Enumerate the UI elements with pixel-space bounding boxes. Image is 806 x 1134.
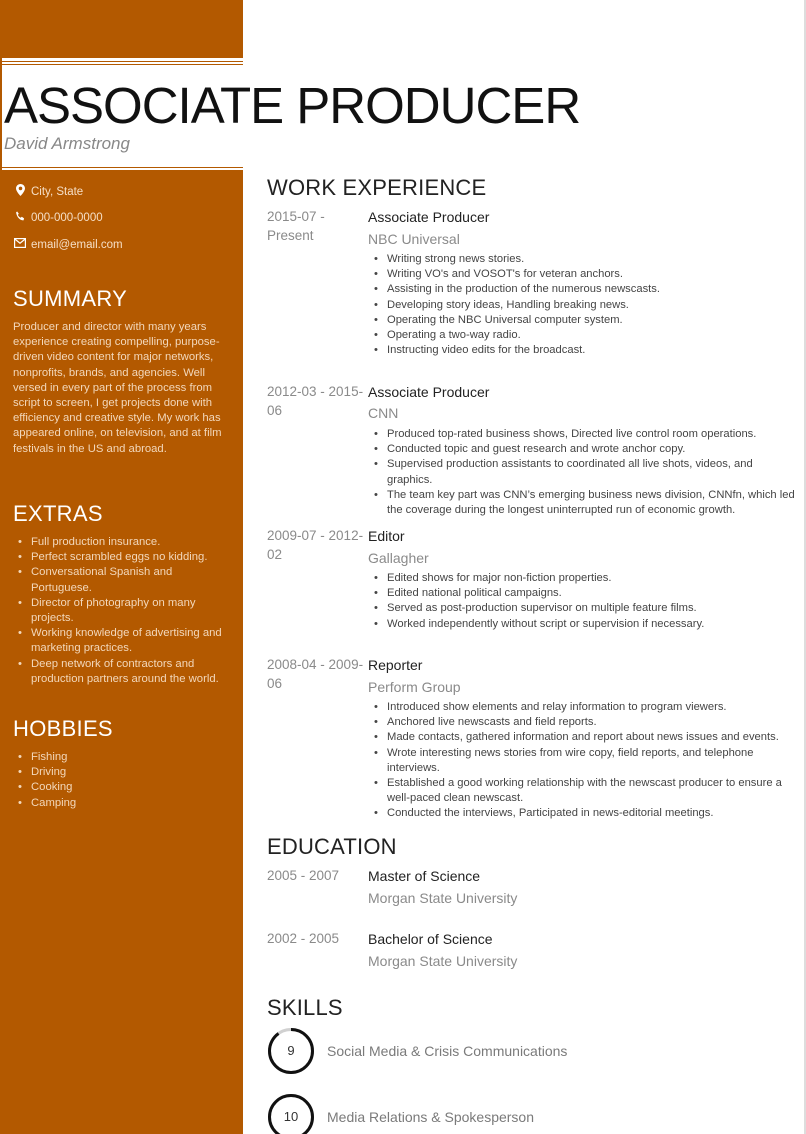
- person-name: David Armstrong: [4, 134, 130, 153]
- list-item: • Produced top-rated business shows, Directed live control room operations.: [369, 427, 801, 442]
- skills-heading: SKILLS: [267, 995, 343, 1020]
- hobbies-heading: HOBBIES: [13, 716, 113, 741]
- list-item: • Writing strong news stories.: [369, 252, 801, 267]
- education-degree: Bachelor of Science: [368, 931, 493, 947]
- list-item: • Anchored live newscasts and field reports.: [369, 715, 801, 730]
- summary-heading: SUMMARY: [13, 286, 128, 311]
- skill-item: [267, 1093, 534, 1134]
- divider: [2, 61, 243, 62]
- divider: [2, 64, 243, 65]
- list-item: • Edited national political campaigns.: [369, 586, 801, 601]
- education-dates: 2002 - 2005: [267, 931, 340, 946]
- education-school: Morgan State University: [368, 953, 518, 969]
- skill-level-number: 9: [287, 1043, 295, 1058]
- extras-heading: EXTRAS: [13, 501, 103, 526]
- list-item: • Conducted topic and guest research and wrote anchor copy.: [369, 442, 801, 457]
- phone-icon: [13, 211, 27, 225]
- work-experience-heading: WORK EXPERIENCE: [267, 175, 487, 200]
- education-dates: 2005 - 2007: [267, 868, 340, 883]
- skill-level-ring: [267, 1093, 315, 1134]
- job-role: Reporter: [368, 657, 423, 673]
- list-item: • Conducted the interviews, Participated in news-editorial meetings.: [369, 806, 801, 821]
- list-item: • Driving: [13, 765, 235, 780]
- skill-item: [267, 1027, 567, 1075]
- list-item: • The team key part was CNN’s emerging business news division, CNNfn, which led the coverage during the longest uninterrupted run of economic growth.: [369, 488, 801, 518]
- job-bullets: [369, 700, 801, 822]
- list-item: • Established a good working relationship with the newscast producer to ensure a well-paced clean newscast.: [369, 776, 801, 806]
- list-item: • Instructing video edits for the broadcast.: [369, 343, 801, 358]
- phone-text: 000-000-0000: [31, 212, 103, 224]
- job-dates: 2015-07 - Present: [267, 209, 325, 243]
- education-degree: Master of Science: [368, 868, 481, 884]
- education-school: Morgan State University: [368, 890, 518, 906]
- list-item: • Served as post-production supervisor on multiple feature films.: [369, 601, 801, 616]
- list-item: • Full production insurance.: [13, 535, 235, 550]
- job-org: Perform Group: [368, 679, 461, 695]
- list-item: • Operating the NBC Universal computer system.: [369, 313, 801, 328]
- list-item: • Developing story ideas, Handling breaking news.: [369, 298, 801, 313]
- skill-level-ring: [267, 1027, 315, 1075]
- contact-phone: [13, 211, 103, 225]
- job-dates: 2008-04 - 2009-06: [267, 657, 364, 691]
- list-item: • Writing VO's and VOSOT's for veteran anchors.: [369, 267, 801, 282]
- hobbies-list: [13, 750, 235, 811]
- header-color-block: [2, 0, 243, 58]
- list-item: • Perfect scrambled eggs no kidding.: [13, 550, 235, 565]
- skill-name: Media Relations & Spokesperson: [327, 1109, 535, 1125]
- list-item: • Cooking: [13, 780, 235, 795]
- job-bullets: [369, 252, 801, 358]
- job-bullets: [369, 571, 801, 632]
- list-item: • Worked independently without script or supervision if necessary.: [369, 617, 801, 632]
- list-item: • Made contacts, gathered information and report about news issues and events.: [369, 730, 801, 745]
- list-item: • Wrote interesting news stories from wire copy, field reports, and telephone interviews.: [369, 746, 801, 776]
- job-dates: 2012-03 - 2015-06: [267, 384, 364, 418]
- list-item: • Assisting in the production of the numerous newscasts.: [369, 282, 801, 297]
- list-item: • Fishing: [13, 750, 235, 765]
- list-item: • Camping: [13, 796, 235, 811]
- extras-list: [13, 535, 235, 687]
- divider: [2, 167, 243, 168]
- location-pin-icon: [13, 184, 27, 199]
- job-org: CNN: [368, 405, 399, 421]
- list-item: • Conversational Spanish and Portuguese.: [13, 565, 235, 595]
- list-item: • Edited shows for major non-fiction properties.: [369, 571, 801, 586]
- contact-location: [13, 184, 83, 199]
- list-item: • Director of photography on many projects.: [13, 596, 235, 626]
- job-org: NBC Universal: [368, 231, 460, 247]
- job-title: ASSOCIATE PRODUCER: [4, 77, 581, 134]
- skill-level-number: 10: [283, 1109, 299, 1124]
- skill-name: Social Media & Crisis Communications: [327, 1043, 568, 1059]
- list-item: • Operating a two-way radio.: [369, 328, 801, 343]
- job-role: Associate Producer: [368, 209, 490, 225]
- list-item: • Working knowledge of advertising and marketing practices.: [13, 626, 235, 656]
- job-bullets: [369, 427, 801, 518]
- envelope-icon: [13, 238, 27, 251]
- summary-text: Producer and director with many years experience creating compelling, purpose-driven video content for major networks, nonprofits, brands, and agencies. Well versed in every part of the process from script to screen, I get projects done with efficiency and creative style. My work has appeared online, on television, and at film festivals in the US and abroad.: [13, 321, 222, 455]
- contact-email[interactable]: [13, 238, 123, 251]
- list-item: • Deep network of contractors and production partners around the world.: [13, 657, 235, 687]
- job-role: Editor: [368, 528, 405, 544]
- email-text[interactable]: email@email.com: [31, 238, 123, 251]
- education-heading: EDUCATION: [267, 834, 397, 859]
- list-item: • Introduced show elements and relay information to program viewers.: [369, 700, 801, 715]
- job-role: Associate Producer: [368, 384, 490, 400]
- job-dates: 2009-07 - 2012-02: [267, 528, 364, 562]
- list-item: • Supervised production assistants to coordinated all live shots, videos, and graphics.: [369, 457, 801, 487]
- location-text: City, State: [31, 185, 84, 198]
- job-org: Gallagher: [368, 550, 429, 566]
